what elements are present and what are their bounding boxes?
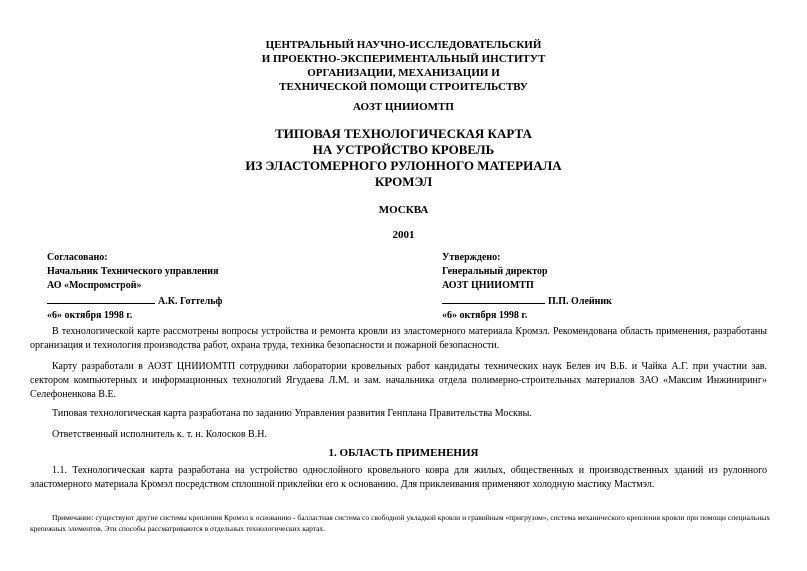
org-line-4: ТЕХНИЧЕСКОЙ ПОМОЩИ СТРОИТЕЛЬСТВУ bbox=[279, 81, 528, 93]
approval-left-position: Начальник Технического управления bbox=[47, 266, 219, 277]
approval-right-name: П.П. Олейник bbox=[548, 296, 612, 307]
approval-left-date: «6» октября 1998 г. bbox=[47, 310, 133, 321]
approval-right-signature bbox=[442, 293, 772, 309]
org-short-name: АОЗТ ЦНИИОМТП bbox=[353, 101, 454, 113]
approval-right-position: Генеральный директор bbox=[442, 266, 548, 277]
intro-paragraph: В технологической карте рассмотрены вопросы устройства и ремонта кровли из эластомерного материала Кромэл. Рекомендована область применения, разработаны организация и технология производства работ, охрана труда, техника безопасности и пожарной безопасности. bbox=[30, 326, 767, 351]
org-line-3: ОРГАНИЗАЦИИ, МЕХАНИЗАЦИИ И bbox=[307, 67, 500, 79]
approval-approved-block bbox=[442, 251, 772, 323]
approval-left-name: А.К. Готтельф bbox=[158, 296, 223, 307]
document-title bbox=[0, 126, 807, 190]
title-line-3: ИЗ ЭЛАСТОМЕРНОГО РУЛОННОГО МАТЕРИАЛА bbox=[245, 158, 562, 173]
responsible-paragraph: Ответственный исполнитель к. т. н. Колосков В.Н. bbox=[52, 429, 267, 440]
org-line-1: ЦЕНТРАЛЬНЫЙ НАУЧНО-ИССЛЕДОВАТЕЛЬСКИЙ bbox=[265, 39, 542, 51]
title-line-2: НА УСТРОЙСТВО КРОВЕЛЬ bbox=[312, 142, 495, 157]
approval-left-signature bbox=[47, 293, 377, 309]
organization-header bbox=[0, 38, 807, 94]
approval-agreed-block bbox=[47, 251, 377, 323]
year: 2001 bbox=[392, 229, 415, 241]
title-line-4: КРОМЭЛ bbox=[374, 174, 433, 189]
signature-line bbox=[47, 293, 155, 304]
approval-left-org: АО «Моспромстрой» bbox=[47, 280, 142, 291]
note-paragraph: Примечание: существуют другие системы крепления Кромэл к основанию - балластная система со свободной укладкой кровли и гравийным «пригрузом», система механического крепления кровли при помощи специальных крепежных элементов. Эти способы рассматриваются в отдельных технологических картах. bbox=[30, 513, 770, 533]
signature-line bbox=[442, 293, 545, 304]
section-paragraph: 1.1. Технологическая карта разработана на устройство однослойного кровельного ковра для жилых, общественных и производственных зданий из рулонного эластомерного материала Кромэл посредством сплошной приклейки его к основанию. Для приклеивания применяют холодную мастику Мастмэл. bbox=[30, 465, 767, 490]
org-line-2: И ПРОЕКТНО-ЭКСПЕРИМЕНТАЛЬНЫЙ ИНСТИТУТ bbox=[261, 53, 546, 65]
section-heading: 1. ОБЛАСТЬ ПРИМЕНЕНИЯ bbox=[328, 447, 479, 459]
approval-left-label: Согласовано: bbox=[47, 252, 108, 263]
commission-paragraph: Типовая технологическая карта разработана по заданию Управления развития Генплана Правительства Москвы. bbox=[52, 408, 532, 419]
title-line-1: ТИПОВАЯ ТЕХНОЛОГИЧЕСКАЯ КАРТА bbox=[275, 126, 532, 141]
approval-right-date: «6» октября 1998 г. bbox=[442, 310, 528, 321]
approval-right-label: Утверждено: bbox=[442, 252, 501, 263]
approval-right-org: АОЗТ ЦНИИОМТП bbox=[442, 280, 534, 291]
city: МОСКВА bbox=[378, 204, 429, 216]
authors-paragraph: Карту разработали в АОЗТ ЦНИИОМТП сотрудники лаборатории кровельных работ кандидаты технических наук Белев ич В.Б. и Чайка А.Г. при участии зав. сектором компьютерных и информационных технологий Ягудаева Л.М. и зам. начальника отдела полимерно-строительных материалов ЗАО «Максим Инжиниринг» Селефоненкова В.Е. bbox=[30, 361, 767, 400]
